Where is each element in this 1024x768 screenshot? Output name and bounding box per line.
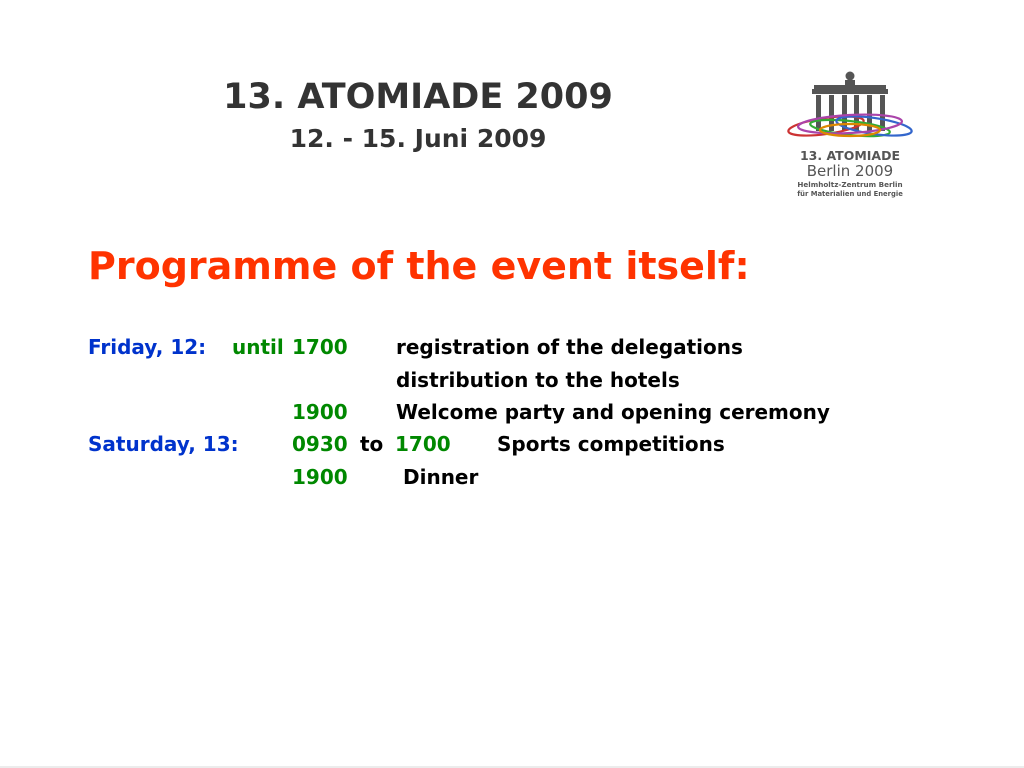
logo-line4: für Materialien und Energie — [797, 190, 903, 198]
day-label-friday: Friday, 12: — [88, 335, 207, 359]
activity-friday-2: distribution to the hotels — [396, 368, 680, 392]
brandenburg-gate-icon — [812, 72, 888, 132]
to-label: to — [360, 432, 384, 456]
time-saturday-start: 0930 — [292, 432, 348, 456]
until-label: until — [232, 335, 284, 359]
logo-line3: Helmholtz-Zentrum Berlin — [797, 180, 903, 189]
activity-friday-1: registration of the delegations — [396, 335, 743, 359]
page-title: 13. ATOMIADE 2009 — [223, 77, 613, 117]
day-label-saturday: Saturday, 13: — [88, 432, 239, 456]
logo-line2: Berlin 2009 — [806, 162, 894, 180]
activity-friday-3: Welcome party and opening ceremony — [396, 400, 830, 424]
time-friday-1: 1700 — [292, 335, 348, 359]
time-friday-2: 1900 — [292, 400, 348, 424]
section-heading: Programme of the event itself: — [88, 244, 750, 288]
time-saturday-2: 1900 — [292, 465, 348, 489]
activity-saturday-1: Sports competitions — [497, 432, 725, 456]
activity-saturday-2: Dinner — [403, 465, 479, 489]
logo-line1: 13. ATOMIADE — [799, 148, 901, 163]
time-saturday-end: 1700 — [395, 432, 451, 456]
orbit-rings-icon — [787, 112, 912, 139]
atomiade-logo — [784, 68, 916, 200]
page-subtitle: 12. - 15. Juni 2009 — [289, 124, 547, 153]
